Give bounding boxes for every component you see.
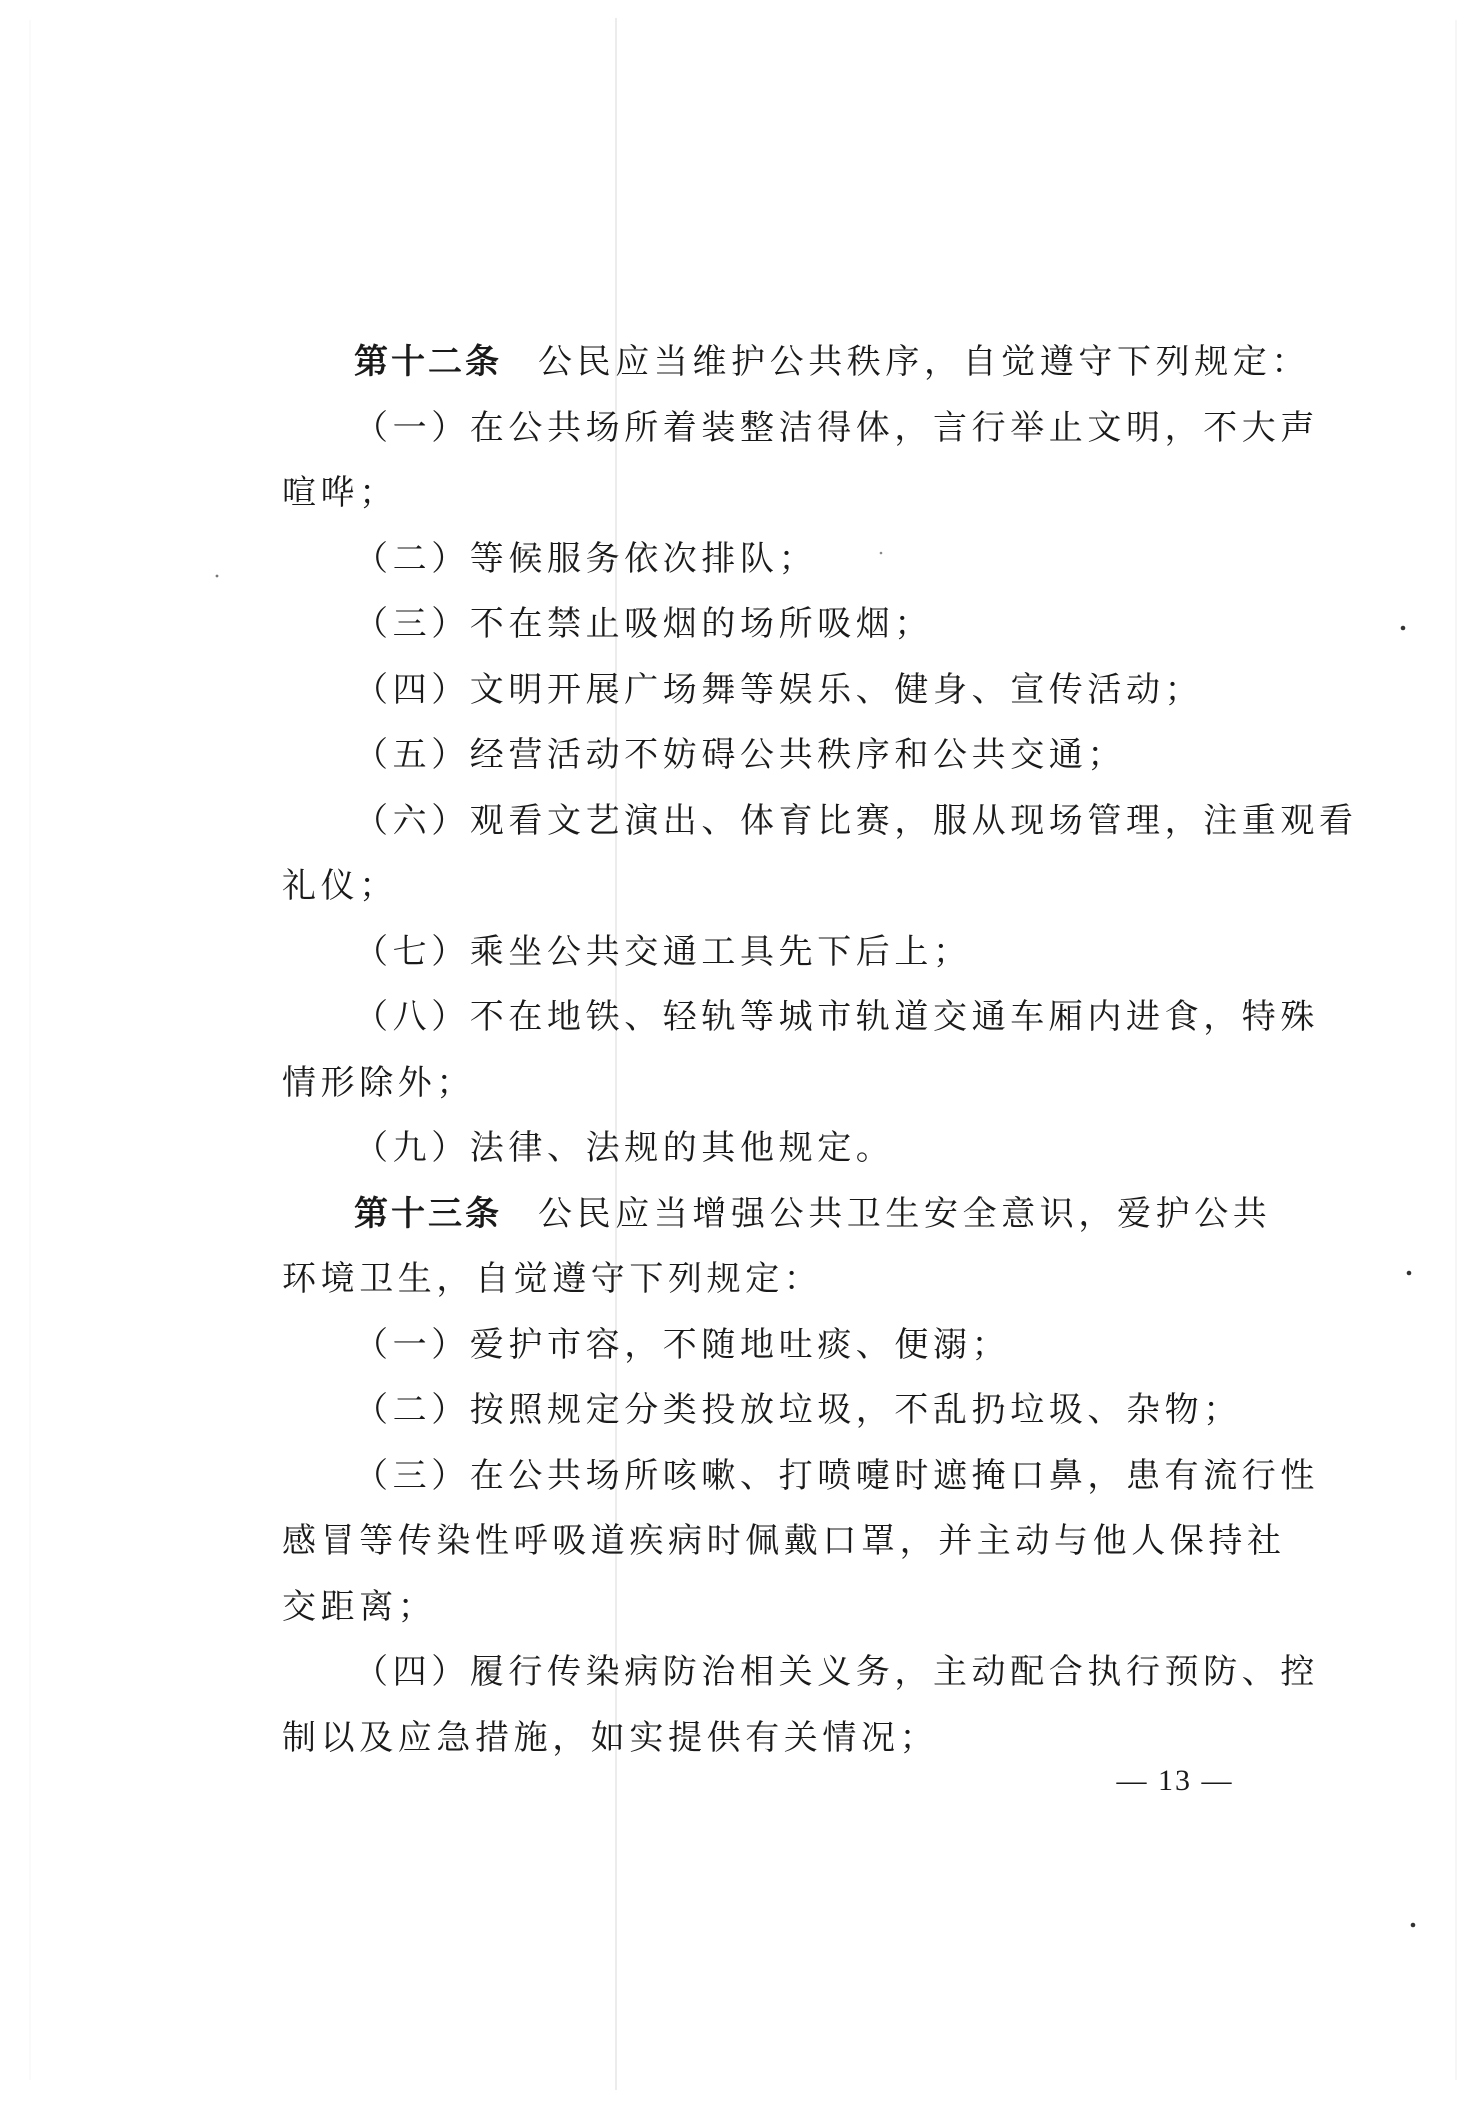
paragraph-text: 感冒等传染性呼吸道疾病时佩戴口罩，并主动与他人保持社: [282, 1521, 1286, 1561]
paragraph-text: 制以及应急措施，如实提供有关情况；: [282, 1717, 939, 1758]
scan-speck: [1401, 626, 1406, 631]
text-line: [282, 1116, 1242, 1182]
page-number: — 13 —: [1116, 1764, 1234, 1797]
text-line: [282, 985, 1319, 1051]
text-line: [282, 1378, 1242, 1444]
text-line: [282, 920, 1242, 986]
paragraph-text: （六）观看文艺演出、体育比赛，服从现场管理，注重观看: [354, 800, 1358, 841]
document-body: [282, 330, 1358, 1771]
paragraph-text: 公民应当增强公共卫生安全意识，爱护公共: [538, 1193, 1272, 1234]
paragraph-text: （七）乘坐公共交通工具先下后上；: [354, 931, 972, 972]
paragraph-text: 交距离；: [282, 1586, 437, 1627]
paragraph-text: 环境卫生，自觉遵守下列规定：: [282, 1259, 823, 1299]
text-line: [282, 330, 1310, 396]
paragraph-text: （三）在公共场所咳嗽、打喷嚏时遮掩口鼻，患有流行性: [354, 1455, 1319, 1496]
text-line: [282, 527, 1242, 593]
text-line: [282, 1640, 1319, 1706]
paragraph-text: （二）等候服务依次排队；: [354, 538, 818, 579]
text-line: [282, 1182, 1272, 1248]
paragraph-text: （一）在公共场所着装整洁得体，言行举止文明，不大声: [354, 407, 1319, 448]
paragraph-text: （三）不在禁止吸烟的场所吸烟；: [354, 604, 933, 644]
article-number: 第十三条: [354, 1193, 502, 1234]
paragraph-text: 公民应当维护公共秩序，自觉遵守下列规定：: [538, 342, 1310, 382]
text-line: [282, 1444, 1319, 1510]
paragraph-text: （四）履行传染病防治相关义务，主动配合执行预防、控: [354, 1652, 1319, 1692]
text-line: [282, 723, 1242, 789]
paragraph-text: 情形除外；: [282, 1062, 475, 1103]
paragraph-text: （二）按照规定分类投放垃圾，不乱扔垃圾、杂物；: [354, 1390, 1242, 1430]
text-line: [282, 658, 1242, 724]
text-line: [282, 854, 1242, 920]
scan-speck: [1411, 1923, 1416, 1928]
text-line: [282, 789, 1358, 855]
text-line: [282, 1706, 1242, 1772]
paragraph-text: 喧哗；: [282, 473, 398, 513]
paragraph-text: （八）不在地铁、轻轨等城市轨道交通车厢内进食，特殊: [354, 997, 1319, 1037]
paragraph-text: （一）爱护市容，不随地吐痰、便溺；: [354, 1324, 1011, 1365]
paragraph-text: （四）文明开展广场舞等娱乐、健身、宣传活动；: [354, 669, 1204, 710]
text-line: [282, 1051, 1242, 1117]
text-line: [282, 461, 1242, 527]
paragraph-text: 礼仪；: [282, 866, 398, 906]
text-line: [282, 1247, 1242, 1313]
text-line: [282, 1313, 1242, 1379]
text-line: [282, 1575, 1242, 1641]
text-line: [282, 396, 1319, 462]
text-line: [282, 1509, 1286, 1575]
article-number: 第十二条: [354, 342, 502, 382]
scan-speck: [216, 575, 219, 578]
paragraph-text: （五）经营活动不妨碍公共秩序和公共交通；: [354, 735, 1126, 775]
scan-speck: [1407, 1271, 1412, 1276]
text-line: [282, 592, 1242, 658]
paragraph-text: （九）法律、法规的其他规定。: [354, 1128, 895, 1168]
